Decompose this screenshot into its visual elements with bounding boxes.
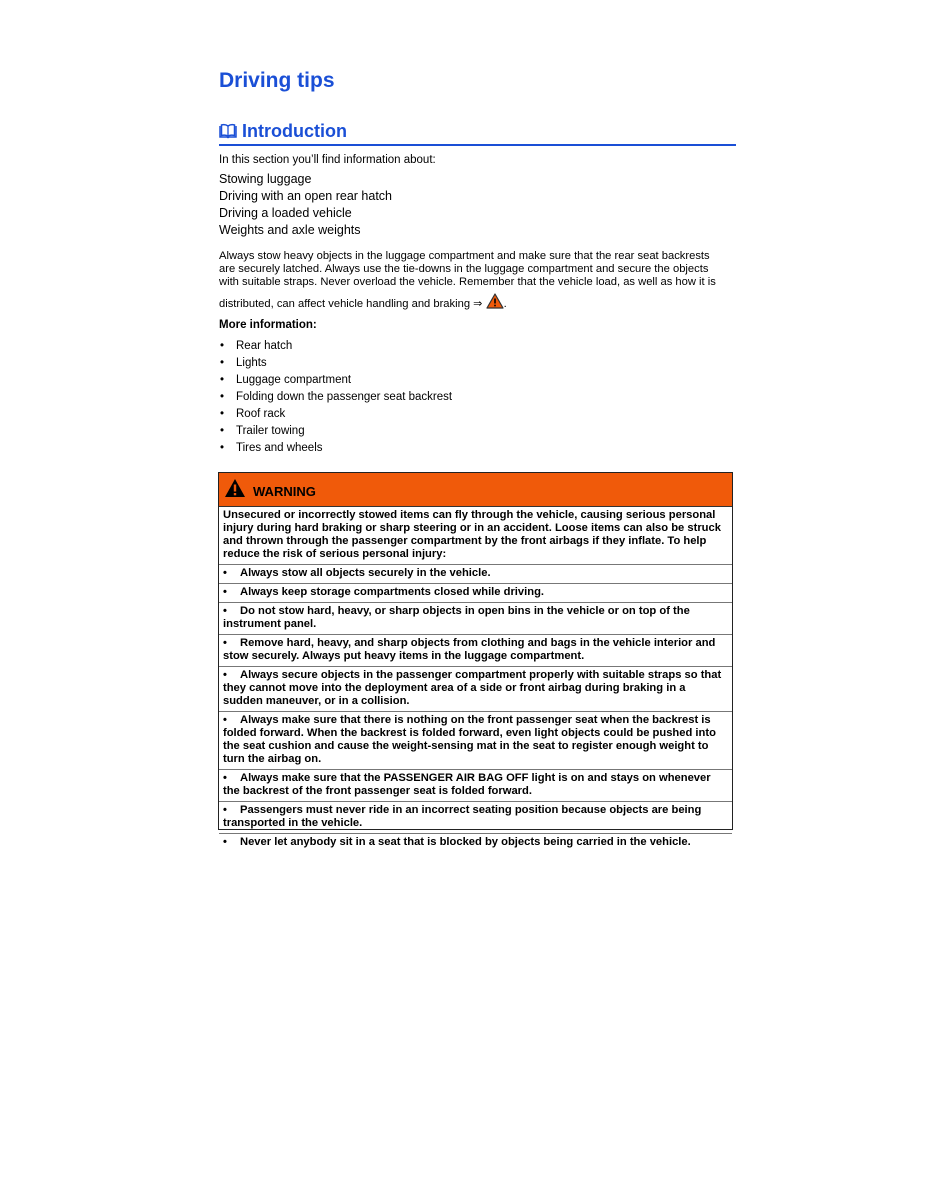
- bullet-marker: •: [223, 836, 227, 848]
- warning-intro: Unsecured or incorrectly stowed items can fly through the vehicle, causing serious personal injury during hard braking or sharp steering or in an accident. Loose items can also be struck and thrown through the passenger compartment by the front airbags if they inflate. To help reduce the risk of serious personal injury:: [219, 507, 732, 565]
- warning-label: WARNING: [253, 484, 316, 499]
- topic-list: [219, 171, 392, 239]
- warning-bullet: [219, 635, 732, 667]
- paragraph-line-text: distributed, can affect vehicle handling and braking ⇒: [219, 298, 483, 310]
- paragraph-line-end: .: [503, 298, 507, 310]
- more-info-list: [219, 338, 452, 457]
- bullet-marker: •: [223, 669, 227, 681]
- warning-bullet-text: Always stow all objects securely in the vehicle.: [240, 567, 491, 579]
- warning-header: [219, 473, 732, 507]
- warning-bullet-text: Always keep storage compartments closed while driving.: [240, 586, 545, 598]
- paragraph-line: with suitable straps. Never overload the vehicle. Remember that the vehicle load, as well as how it is: [219, 276, 716, 288]
- warning-bullet: [219, 667, 732, 712]
- book-icon: [219, 123, 237, 139]
- more-info-link[interactable]: • Roof rack: [219, 406, 452, 423]
- warning-body: [219, 507, 732, 852]
- warning-bullet: [219, 834, 732, 852]
- more-info-title: More information:: [219, 319, 317, 331]
- more-info-link[interactable]: • Trailer towing: [219, 423, 452, 440]
- bullet-marker: •: [223, 605, 227, 617]
- warning-triangle-icon: [224, 478, 246, 498]
- section-header: [219, 119, 736, 146]
- more-info-link[interactable]: • Rear hatch: [219, 338, 452, 355]
- warning-bullet-text: Always make sure that there is nothing on the front passenger seat when the backrest is folded forward. When the backrest is folded forward, even light objects could be pushed into the seat cushion and cause the weight-sensing mat in the seat to register enough weight to turn the airbag on.: [223, 714, 716, 765]
- more-info-link[interactable]: • Tires and wheels: [219, 440, 452, 457]
- warning-bullet-text: Never let anybody sit in a seat that is blocked by objects being carried in the vehicle.: [240, 836, 691, 848]
- warning-triangle-icon[interactable]: [486, 293, 504, 309]
- body-paragraph: [219, 250, 736, 311]
- bullet-marker: •: [223, 804, 227, 816]
- more-info-link[interactable]: • Luggage compartment: [219, 372, 452, 389]
- bullet-marker: •: [223, 637, 227, 649]
- list-item: Stowing luggage: [219, 172, 312, 186]
- page-title: Driving tips: [219, 69, 335, 92]
- section-title: Introduction: [242, 121, 347, 141]
- paragraph-line: Always stow heavy objects in the luggage compartment and make sure that the rear seat backrests: [219, 250, 710, 262]
- intro-text: In this section you’ll find information about:: [219, 154, 436, 166]
- list-item: Driving with an open rear hatch: [219, 189, 393, 203]
- bullet-marker: •: [223, 567, 227, 579]
- warning-bullet: [219, 603, 732, 635]
- warning-box: [218, 472, 733, 848]
- list-item: Weights and axle weights: [219, 223, 361, 237]
- warning-bullet-text: Do not stow hard, heavy, or sharp objects in open bins in the vehicle or on top of the instrument panel.: [223, 605, 690, 630]
- bullet-marker: •: [223, 586, 227, 598]
- warning-bullet-text: Always secure objects in the passenger compartment properly with suitable straps so that they cannot move into the deployment area of a side or front airbag during braking in a sudden maneuver, or in a collision.: [223, 669, 722, 707]
- warning-bullet: [219, 770, 732, 802]
- warning-bullet-text: Remove hard, heavy, and sharp objects from clothing and bags in the vehicle interior and stow securely. Always put heavy items in the luggage compartment.: [223, 637, 716, 662]
- bullet-marker: •: [223, 772, 227, 784]
- paragraph-line: [219, 293, 736, 311]
- more-info-link[interactable]: • Folding down the passenger seat backrest: [219, 389, 452, 406]
- warning-bullet: [219, 802, 732, 834]
- paragraph-line: are securely latched. Always use the tie-downs in the luggage compartment and secure the objects: [219, 263, 709, 275]
- bullet-marker: •: [223, 714, 227, 726]
- more-info-link[interactable]: • Lights: [219, 355, 452, 372]
- warning-bullet-text: Always make sure that the PASSENGER AIR BAG OFF light is on and stays on whenever the backrest of the front passenger seat is folded forward.: [223, 772, 711, 797]
- warning-bullet: [219, 584, 732, 603]
- list-item: Driving a loaded vehicle: [219, 206, 352, 220]
- warning-bullet-text: Passengers must never ride in an incorrect seating position because objects are being transported in the vehicle.: [223, 804, 702, 829]
- warning-bullet: [219, 565, 732, 584]
- warning-bullet: [219, 712, 732, 770]
